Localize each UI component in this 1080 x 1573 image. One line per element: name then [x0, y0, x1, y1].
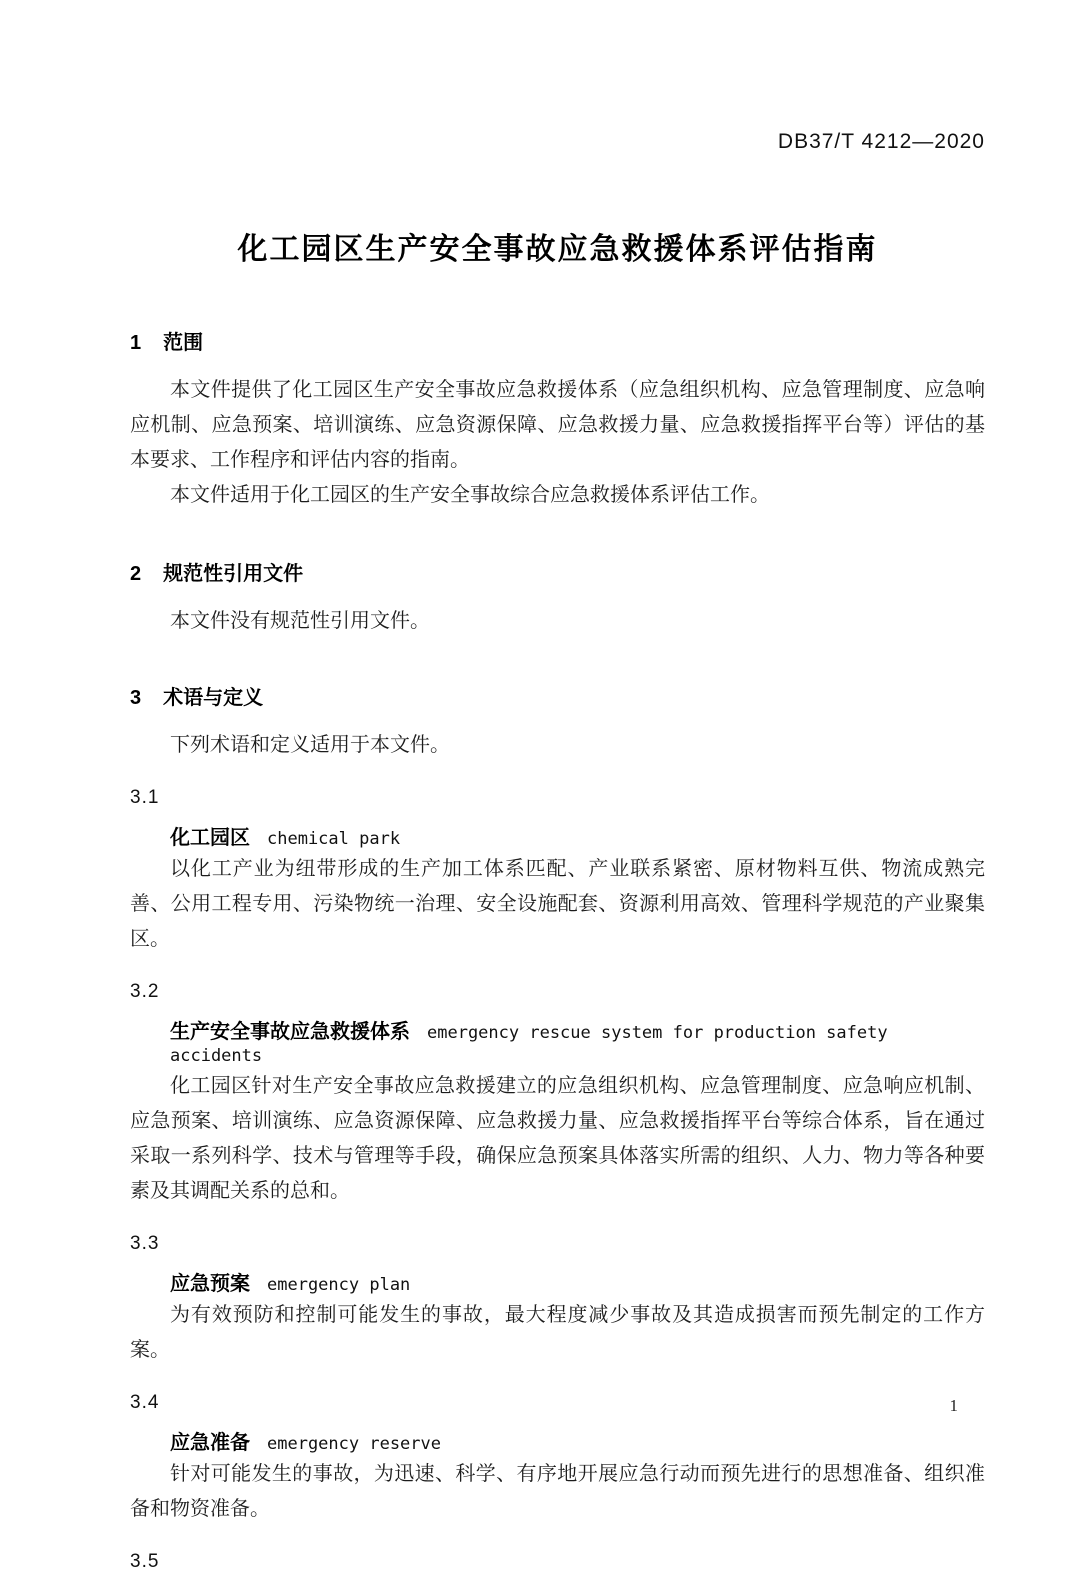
section-number: 2 — [130, 563, 142, 585]
term-definition-3-2: 化工园区针对生产安全事故应急救援建立的应急组织机构、应急管理制度、应急响应机制、应急预案、培训演练、应急资源保障、应急救援力量、应急救援指挥平台等综合体系，旨在通过采取一系列科学、技术与管理等手段，确保应急预案具体落实所需的组织、人力、物力等各种要素及其调配关系的总和。 — [130, 1075, 985, 1202]
term-number-3-5: 3.5 — [130, 1551, 160, 1572]
term-english: emergency reserve — [267, 1434, 441, 1454]
standard-doc-code: DB37/T 4212—2020 — [777, 130, 985, 153]
section-number: 1 — [130, 332, 142, 354]
term-entry-3-3 — [130, 1267, 985, 1296]
section-heading-normative-references — [130, 557, 985, 586]
section-heading-text: 规范性引用文件 — [163, 563, 304, 585]
normative-paragraph: 本文件没有规范性引用文件。 — [170, 610, 430, 632]
document-title: 化工园区生产安全事故应急救援体系评估指南 — [237, 233, 878, 266]
term-number-3-1: 3.1 — [130, 787, 160, 808]
term-number-3-4: 3.4 — [130, 1392, 160, 1413]
scope-paragraph-1: 本文件提供了化工园区生产安全事故应急救援体系（应急组织机构、应急管理制度、应急响应机制、应急预案、培训演练、应急资源保障、应急救援力量、应急救援指挥平台等）评估的基本要求、工作程序和评估内容的指南。 — [130, 379, 985, 471]
term-definition-3-3: 为有效预防和控制可能发生的事故，最大程度减少事故及其造成损害而预先制定的工作方案。 — [130, 1304, 985, 1361]
term-definition-3-4: 针对可能发生的事故，为迅速、科学、有序地开展应急行动而预先进行的思想准备、组织准备和物资准备。 — [130, 1463, 985, 1520]
term-entry-3-2 — [130, 1015, 985, 1067]
term-entry-3-1 — [130, 821, 985, 850]
term-number-3-3: 3.3 — [130, 1233, 160, 1254]
term-definition-3-1: 以化工产业为纽带形成的生产加工体系匹配、产业联系紧密、原材物料互供、物流成熟完善、公用工程专用、污染物统一治理、安全设施配套、资源利用高效、管理科学规范的产业聚集区。 — [130, 858, 985, 950]
term-chinese: 应急预案 — [170, 1273, 250, 1295]
section-number: 3 — [130, 687, 142, 709]
term-entry-3-4 — [130, 1426, 985, 1455]
section-heading-text: 术语与定义 — [163, 687, 264, 709]
term-english: emergency plan — [267, 1275, 411, 1295]
term-chinese: 生产安全事故应急救援体系 — [170, 1021, 410, 1043]
term-english: chemical park — [267, 829, 401, 849]
term-number-3-2: 3.2 — [130, 981, 160, 1002]
term-english: emergency rescue system for production safety accidents — [170, 1023, 888, 1066]
section-heading-text: 范围 — [163, 332, 204, 354]
section-heading-scope — [130, 326, 985, 355]
terms-intro-paragraph: 下列术语和定义适用于本文件。 — [170, 734, 450, 756]
term-chinese: 化工园区 — [170, 827, 250, 849]
scope-paragraph-2: 本文件适用于化工园区的生产安全事故综合应急救援体系评估工作。 — [170, 484, 770, 506]
page-number: 1 — [949, 1396, 958, 1415]
section-heading-terms-definitions — [130, 681, 985, 710]
term-chinese: 应急准备 — [170, 1432, 250, 1454]
